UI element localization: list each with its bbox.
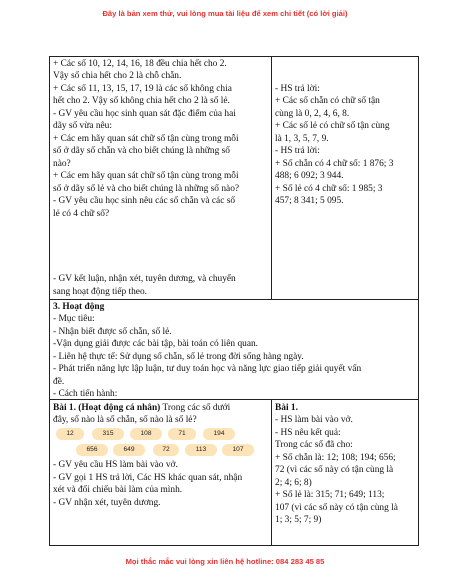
text-line: + Các số 11, 13, 15, 17, 19 là các số không chia: [53, 84, 232, 94]
number-chip: 107: [222, 444, 254, 456]
text-line: xét và đối chiếu bài làm của mình.: [53, 485, 183, 495]
number-chip: 71: [168, 428, 196, 440]
number-chip: 194: [203, 428, 235, 440]
text-line: Trong các số đã cho:: [275, 440, 353, 450]
text-line: 107 (vì các số này có tận cùng là: [275, 503, 398, 513]
text-line: + Số lẻ có 4 chữ số: 1 985; 3: [275, 184, 383, 194]
number-chip: 656: [76, 444, 108, 456]
text-line: - HS trả lời:: [275, 146, 320, 156]
answer-title: Bài 1.: [275, 403, 298, 413]
text-line: - HS làm bài vào vở.: [275, 415, 353, 425]
number-chip: 12: [56, 428, 84, 440]
text-line: Vậy số chia hết cho 2 là chỗ chẵn.: [53, 71, 182, 81]
text-line: 457; 8 341; 5 095.: [275, 196, 344, 206]
text-line: - HS nêu kết quả:: [275, 428, 341, 438]
text-line: đây, số nào là số chẵn, số nào là số lẻ?: [53, 415, 197, 425]
text-line: + Số chẵn là: 12; 108; 194; 656;: [275, 453, 396, 463]
text-line: 72 (vì các số này có tận cùng là: [275, 465, 394, 475]
exercise-title-line: [53, 403, 230, 414]
text-line: - GV nhận xét, tuyên dương.: [53, 498, 161, 508]
text-line: hết cho 2. Vậy số không chia hết cho 2 là số lẻ.: [53, 96, 230, 106]
number-chip: 649: [113, 444, 145, 456]
text-line: -Vận dụng giải được các bài tập, bài toán có liên quan.: [53, 339, 259, 349]
text-line: sang hoạt động tiếp theo.: [53, 287, 147, 297]
preview-notice-banner: Đây là bản xem thử, vui lòng mua tài liệu để xem chi tiết (có lời giải): [102, 9, 348, 18]
number-chip: 72: [153, 444, 179, 456]
text-line: - HS trả lời:: [275, 84, 320, 94]
text-line: + Các em hãy quan sát chữ số tận cùng trong mỗi: [53, 171, 239, 181]
hotline-banner: Mọi thắc mắc vui lòng xin liên hệ hotline: 084 283 45 85: [125, 557, 325, 566]
text-line: - GV yêu cầu HS làm bài vào vở.: [53, 460, 178, 470]
number-chip: 113: [185, 444, 217, 456]
exercise-title: Bài 1. (Hoạt động cá nhân): [53, 403, 161, 413]
number-chip: 108: [130, 428, 162, 440]
text-line: - GV yêu cầu học sinh nêu các số chẵn và các số: [53, 196, 236, 206]
text-line: số ở dãy số chẵn và cho biết chúng là những số: [53, 146, 230, 156]
text-line: lẻ có 4 chữ số?: [53, 209, 110, 219]
exercise-prompt: Trong các số dưới: [160, 403, 231, 413]
text-line: + Các em hãy quan sát chữ số tận cùng trong mỗi: [53, 134, 239, 144]
text-line: + Các số chẵn có chữ số tận: [275, 96, 380, 106]
text-line: số ở dãy số lẻ và cho biết chúng là những số nào?: [53, 184, 240, 194]
text-line: 488; 6 092; 3 944.: [275, 171, 344, 181]
text-line: dãy số vừa nêu:: [53, 121, 112, 131]
section-heading: 3. Hoạt động: [53, 302, 105, 312]
text-line: + Số lẻ là: 315; 71; 649; 113;: [275, 490, 385, 500]
text-line: đề.: [53, 377, 65, 387]
number-chip: 315: [92, 428, 124, 440]
text-line: + Số chẵn có 4 chữ số: 1 876; 3: [275, 159, 394, 169]
text-line: - Phát triển năng lực lập luận, tư duy toán học và năng lực giao tiếp giải quyết vấn: [53, 364, 362, 374]
text-line: - Cách tiến hành:: [53, 389, 118, 399]
text-line: - Mục tiêu:: [53, 314, 95, 324]
text-line: - Liên hệ thực tế: Sử dụng số chẵn, số lẻ trong đời sống hàng ngày.: [53, 352, 304, 362]
text-line: 1; 3; 5; 7; 9): [275, 515, 322, 525]
text-line: nào?: [53, 159, 71, 169]
text-line: là 1, 3, 5, 7, 9.: [275, 134, 329, 144]
text-line: 2; 4; 6; 8): [275, 478, 312, 488]
text-line: - GV yêu cầu học sinh quan sát đặc điểm của hai: [53, 109, 236, 119]
text-line: + Các số 10, 12, 14, 16, 18 đều chia hết cho 2.: [53, 59, 227, 69]
text-line: + Các số lẻ có chữ số tận cùng: [275, 121, 390, 131]
text-line: - Nhận biết được số chẵn, số lẻ.: [53, 327, 172, 337]
text-line: - GV kết luận, nhận xét, tuyên dương, và chuyển: [53, 274, 236, 284]
text-line: - GV gọi 1 HS trả lời, Các HS khác quan sát, nhận: [53, 473, 243, 483]
text-line: cùng là 0, 2, 4, 6, 8.: [275, 109, 350, 119]
